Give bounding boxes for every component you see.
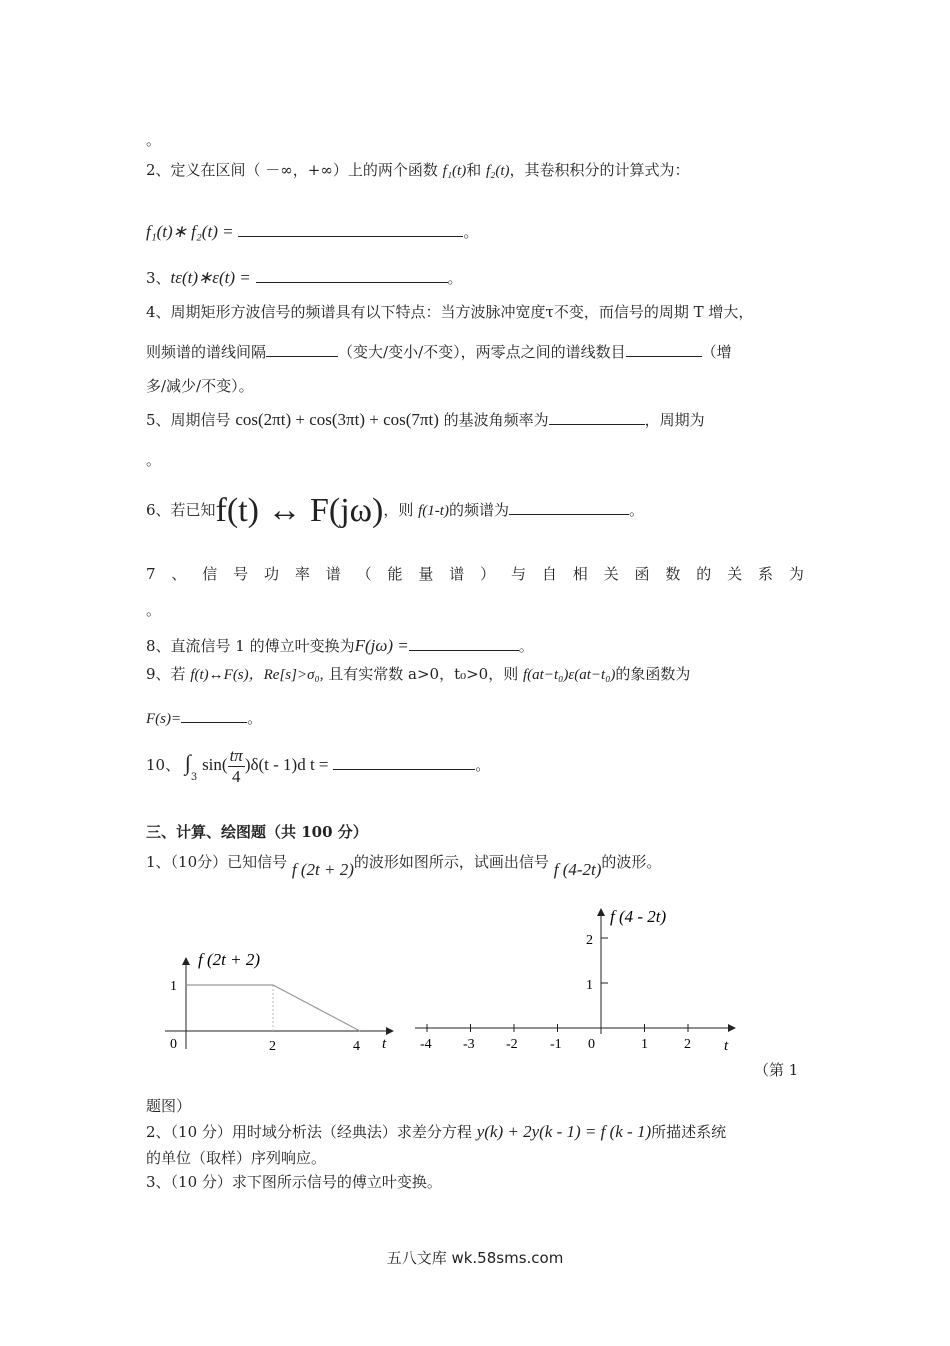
question-2: 2、定义在区间（ －∞，+∞）上的两个函数 f₁(t)和 f₂(t)，其卷积积分的计算式为： — [146, 161, 690, 179]
figure-f-2t-plus-2 — [160, 945, 400, 1060]
plot-title: f (2t + 2) — [198, 950, 260, 969]
question-7-char: 的 — [696, 565, 712, 583]
x-axis-arrow — [728, 1024, 736, 1032]
signal-curve — [186, 985, 360, 1031]
y-tick-label: 2 — [586, 933, 593, 948]
x-axis-arrow — [386, 1027, 394, 1035]
question-4-line3: 多/减少/不变）。 — [146, 377, 254, 395]
question-7-char: 量 — [418, 565, 434, 583]
question-7-char: 系 — [758, 565, 774, 583]
question-7-char: 与 — [511, 565, 527, 583]
question-4-line2: 则频谱的谱线间隔 （变大/变小/不变），两零点之间的谱线数目 （增 — [146, 340, 732, 362]
question-7-char: 为 — [788, 565, 804, 583]
x-tick-label: -3 — [463, 1037, 475, 1052]
question-7-char: 功 — [264, 565, 280, 583]
question-7-char: 函 — [634, 565, 650, 583]
x-tick-label: 1 — [641, 1037, 648, 1052]
problem-1: 1、（10分）已知信号 f (2t + 2)的波形如图所示，试画出信号 f (4-2t)的波形。 — [146, 853, 662, 879]
question-7-char: ） — [480, 565, 496, 583]
answer-blank[interactable] — [509, 498, 629, 515]
question-8: 8、直流信号 1 的傅立叶变换为F(jω) = 。 — [146, 636, 534, 655]
plot-title: f (4 - 2t) — [610, 907, 667, 926]
x-tick-label: 0 — [588, 1037, 595, 1052]
figure-caption-line1: （第 1 — [754, 1061, 799, 1079]
question-9: 9、若 f(t)↔F(s)，Re[s]>σ₀, 且有实常数 a>0，t₀>0，则 f(at−t₀)ε(at−t₀)的象函数为 — [146, 665, 691, 683]
y-tick-label: 1 — [586, 978, 593, 993]
question-7-char: 7 — [146, 565, 156, 583]
answer-blank[interactable] — [266, 340, 338, 357]
x-tick-label: 0 — [170, 1037, 177, 1052]
question-6: 6、若已知f(t) ↔ F(jω)，则 f(1-t)的频谱为 。 — [146, 492, 644, 529]
question-7-char: 信 — [202, 565, 218, 583]
y-axis-arrow — [597, 908, 605, 916]
answer-blank[interactable] — [256, 266, 448, 283]
question-7-char: 相 — [572, 565, 588, 583]
x-tick-label: -2 — [506, 1037, 518, 1052]
question-10: 10、 $\int_3$ sin( $\frac{t\pi}{4}$ )δ(t - 1)d t = 。 — [146, 745, 491, 786]
problem-3: 3、（10 分）求下图所示信号的傅立叶变换。 — [146, 1173, 442, 1191]
question-7-char: 率 — [294, 565, 310, 583]
x-tick-label: -1 — [550, 1037, 562, 1052]
answer-blank[interactable] — [626, 340, 702, 357]
question-5: 5、周期信号 cos(2πt) + cos(3πt) + cos(7πt) 的基波角频率为 ，周期为 — [146, 410, 705, 429]
question-3: 3、tε(t)∗ε(t) = 。 — [146, 268, 463, 287]
y-axis-arrow — [182, 957, 190, 965]
answer-blank[interactable] — [549, 408, 645, 425]
question-7-char: 关 — [603, 565, 619, 583]
question-4-line1: 4、周期矩形方波信号的频谱具有以下特点：当方波脉冲宽度τ不变，而信号的周期 T 增大， — [146, 303, 754, 321]
answer-blank[interactable] — [238, 220, 463, 237]
figure-f-4-minus-2t — [410, 900, 750, 1060]
x-tick-label: -4 — [420, 1037, 432, 1052]
x-tick-label: 2 — [684, 1037, 691, 1052]
question-7-char: 能 — [387, 565, 403, 583]
question-7-line2: 。 — [146, 601, 162, 619]
y-tick-label: 1 — [170, 979, 177, 994]
top-mark: 。 — [146, 131, 162, 149]
answer-blank[interactable] — [333, 753, 475, 770]
question-7-char: 自 — [541, 565, 557, 583]
footer-watermark: 五八文库 wk.58sms.com — [386, 1249, 564, 1267]
section-3-title: 三、计算、绘图题（共 100 分） — [146, 823, 368, 841]
answer-blank[interactable] — [181, 706, 247, 723]
answer-blank[interactable] — [409, 634, 519, 651]
x-axis-label: t — [382, 1036, 387, 1052]
question-9-line2: F(s)= 。 — [146, 706, 262, 729]
question-7-char: 数 — [665, 565, 681, 583]
figure-caption-line2: 题图） — [146, 1097, 192, 1115]
question-7-char: 关 — [727, 565, 743, 583]
question-5-line2: 。 — [146, 451, 162, 469]
question-7-char: （ — [356, 565, 372, 583]
question-7-char: 、 — [171, 565, 187, 583]
question-7-char: 号 — [233, 565, 249, 583]
fraction: $\frac{t\pi}{4}$ — [229, 745, 243, 786]
x-axis-label: t — [724, 1038, 729, 1054]
problem-2-line2: 的单位（取样）序列响应。 — [146, 1149, 327, 1167]
question-7-char: 谱 — [449, 565, 465, 583]
question-7-char: 谱 — [325, 565, 341, 583]
question-2-formula: f₁(t)∗ f₂(t) = 。 — [146, 222, 479, 241]
x-tick-label: 4 — [353, 1039, 360, 1054]
problem-2: 2、（10 分）用时域分析法（经典法）求差分方程 y(k) + 2y(k - 1) = f (k - 1)所描述系统 — [146, 1122, 727, 1141]
x-tick-label: 2 — [269, 1039, 276, 1054]
question-7 — [146, 564, 804, 584]
